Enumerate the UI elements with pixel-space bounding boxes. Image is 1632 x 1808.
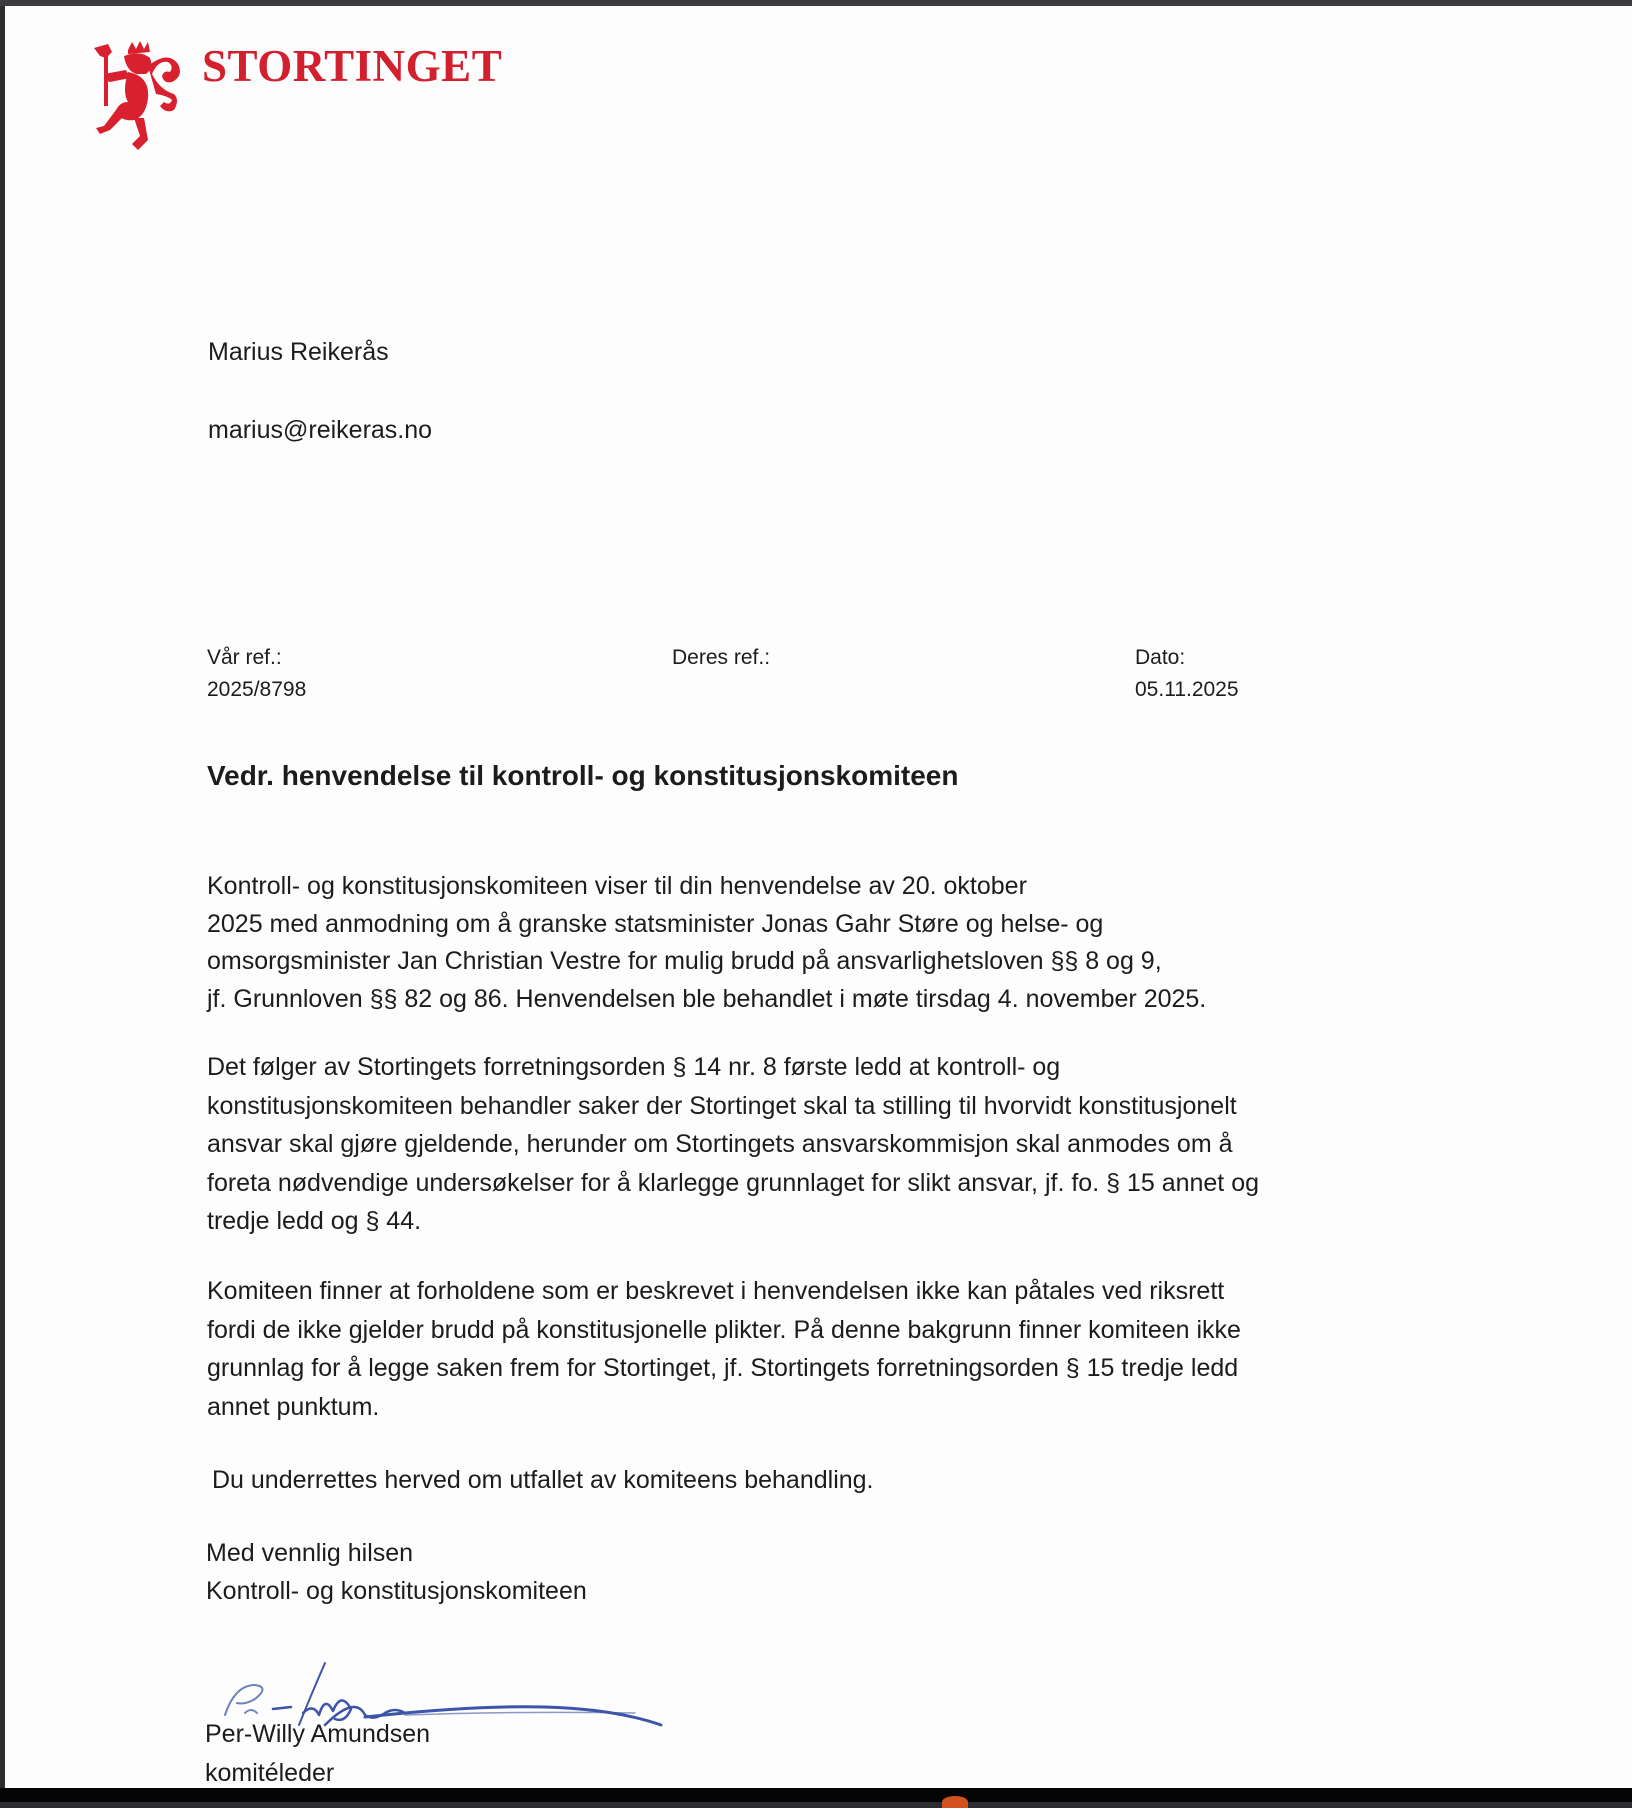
recipient-email: marius@reikeras.no [208,416,433,444]
paragraph-line: Kontroll- og konstitusjonskomiteen viser til din henvendelse av 20. oktober [207,872,1027,900]
paragraph-line: annet punktum. [207,1392,380,1421]
letter-subject: Vedr. henvendelse til kontroll- og konstitusjonskomiteen [207,760,959,791]
signatory-title: komitéleder [205,1759,335,1787]
paragraph-line: fordi de ikke gjelder brudd på konstitusjonelle plikter. På denne bakgrunn finner komiteen ikke [207,1315,1241,1344]
date-value: 05.11.2025 [1135,678,1239,701]
closing-committee: Kontroll- og konstitusjonskomiteen [206,1577,587,1605]
paragraph-line: 2025 med anmodning om å granske statsminister Jonas Gahr Støre og helse- og [207,909,1104,938]
norwegian-lion-icon [90,40,184,152]
paragraph-line: ansvar skal gjøre gjeldende, herunder om Stortingets ansvarskommisjon skal anmodes om å [207,1130,1233,1158]
signatory-block [205,1715,430,1793]
recipient-name: Marius Reikerås [208,338,389,366]
letter-date [1135,642,1239,706]
signatory-name: Per-Willy Amundsen [205,1720,431,1748]
your-reference-label: Deres ref.: [672,646,771,669]
body-paragraph-3 [207,1272,1241,1426]
date-label: Dato: [1135,646,1186,669]
paragraph-line: grunnlag for å legge saken frem for Stortinget, jf. Stortingets forretningsorden § 15 tredje ledd [207,1354,1239,1382]
closing-greeting: Med vennlig hilsen [206,1539,414,1567]
our-reference-value: 2025/8798 [207,678,307,701]
paragraph-line: omsorgsminister Jan Christian Vestre for mulig brudd på ansvarlighetsloven §§ 8 og 9, [207,947,1162,975]
paragraph-line: Det følger av Stortingets forretningsorden § 14 nr. 8 første ledd at kontroll- og [207,1053,1061,1081]
paragraph-line: tredje ledd og § 44. [207,1207,422,1235]
paragraph-line: jf. Grunnloven §§ 82 og 86. Henvendelsen ble behandlet i møte tirsdag 4. november 2025. [207,984,1207,1013]
your-reference [672,642,770,674]
our-reference [207,642,306,706]
body-paragraph-4 [212,1462,874,1500]
paragraph-line: konstitusjonskomiteen behandler saker der Stortinget skal ta stilling til hvorvidt konstitusjonelt [207,1091,1237,1120]
body-paragraph-2 [207,1048,1259,1241]
body-paragraph-1 [207,868,1206,1018]
bottom-dock-strip [0,1788,1632,1802]
closing-block [206,1534,587,1610]
our-reference-label: Vår ref.: [207,646,282,669]
paragraph-line: foreta nødvendige undersøkelser for å klarlegge grunnlaget for slikt ansvar, jf. fo. § 15 annet og [207,1168,1260,1197]
paragraph-line: Du underrettes herved om utfallet av komiteens behandling. [212,1466,874,1494]
brand-wordmark: STORTINGET [202,41,503,91]
paragraph-line: Komiteen finner at forholdene som er beskrevet i henvendelsen ikke kan påtales ved riksrett [207,1277,1225,1305]
dock-indicator-icon [942,1796,968,1808]
